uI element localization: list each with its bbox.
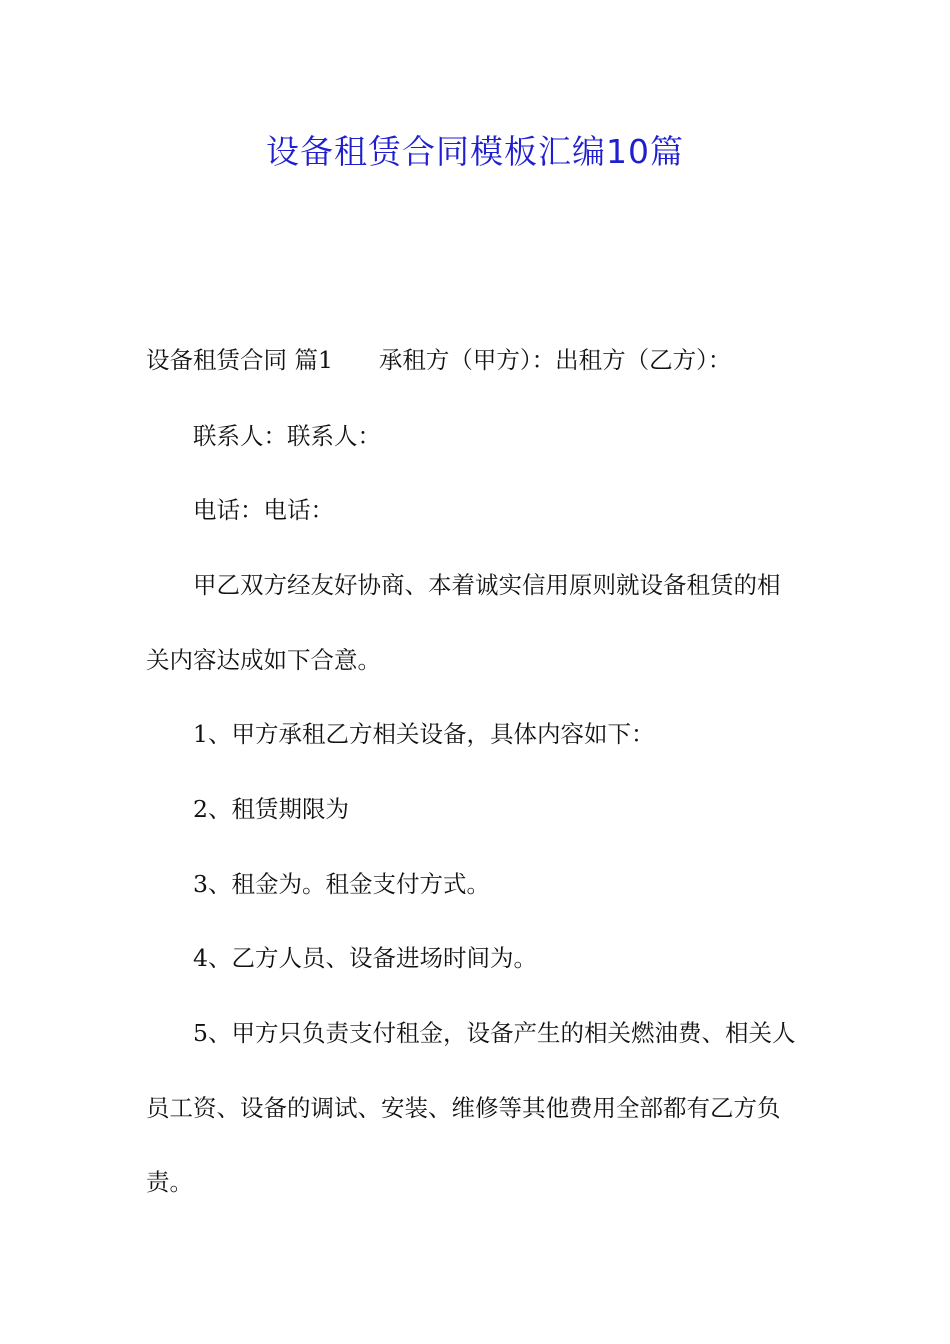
clause-3: 3、租金为。租金支付方式。: [193, 870, 490, 898]
clause-4: 4、乙方人员、设备进场时间为。: [193, 944, 537, 972]
clause-1: 1、甲方承租乙方相关设备，具体内容如下：: [193, 720, 655, 748]
clause-5-line-2: 员工资、设备的调试、安装、维修等其他费用全部都有乙方负: [146, 1094, 781, 1122]
contact-person-line: 联系人：联系人：: [193, 422, 381, 450]
clause-2: 2、租赁期限为: [193, 795, 349, 823]
contract-section-heading: 设备租赁合同 篇1: [146, 346, 333, 374]
phone-line: 电话：电话：: [193, 496, 334, 524]
contract-header-line: [146, 342, 731, 378]
parties-label: 承租方（甲方）：出租方（乙方）：: [378, 346, 732, 374]
intro-paragraph-line-2: 关内容达成如下合意。: [146, 646, 381, 674]
clause-5-line-3: 责。: [146, 1168, 193, 1196]
clause-5-line-1: 5、甲方只负责支付租金，设备产生的相关燃油费、相关人: [193, 1019, 796, 1047]
document-title: 设备租赁合同模板汇编10篇: [266, 132, 684, 171]
intro-paragraph-line-1: 甲乙双方经友好协商、本着诚实信用原则就设备租赁的相: [193, 571, 781, 599]
